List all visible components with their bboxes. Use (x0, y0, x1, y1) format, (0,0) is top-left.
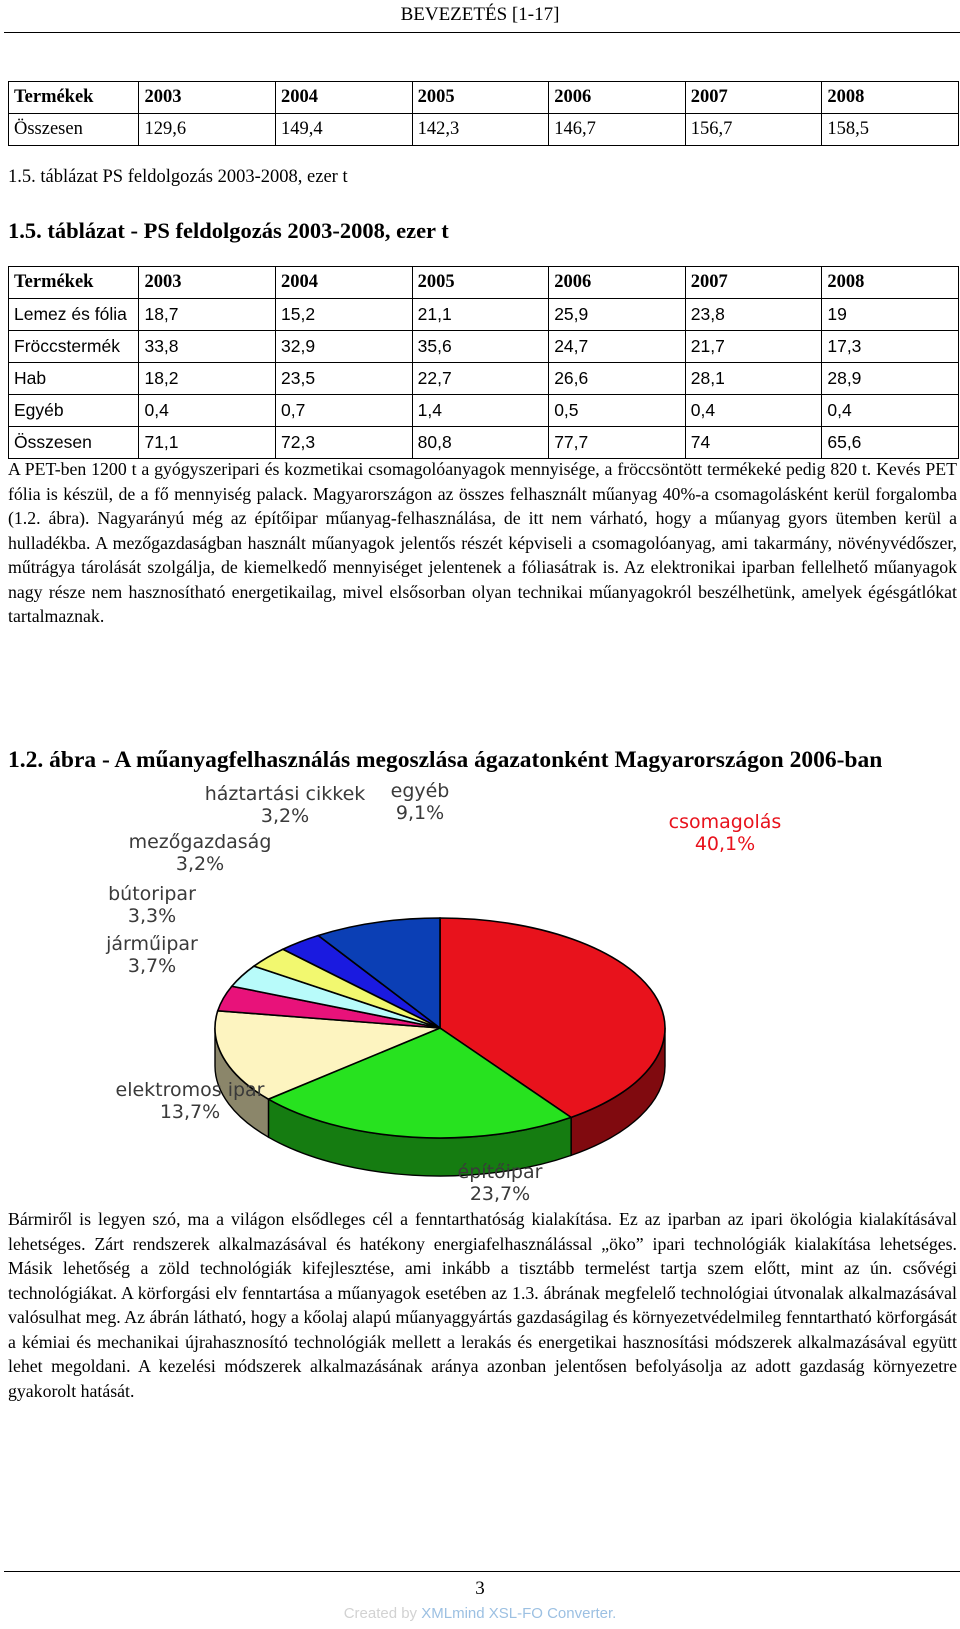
table-ps-processing (8, 266, 959, 459)
table-cell: 142,3 (412, 114, 549, 146)
table-caption: 1.5. táblázat PS feldolgozás 2003-2008, ezer t (8, 167, 348, 187)
table-cell: 0,4 (822, 395, 959, 427)
table-cell: 35,6 (412, 331, 549, 363)
table-header-row (9, 82, 959, 114)
row-label-cell: Hab (9, 363, 139, 395)
header-rule (4, 32, 960, 33)
credit-brand: XMLmind XSL-FO Converter. (421, 1605, 617, 1622)
table-cell: 17,3 (822, 331, 959, 363)
table-cell: 149,4 (276, 114, 413, 146)
table-cell: 158,5 (822, 114, 959, 146)
pie-label: csomagolás (668, 811, 782, 833)
table-cell: 65,6 (822, 427, 959, 459)
table-cell: 77,7 (549, 427, 686, 459)
table-cell: 2003 (139, 82, 276, 114)
pie-label: építőipar (457, 1161, 543, 1183)
row-label-cell: Összesen (9, 427, 139, 459)
table-cell: 2004 (276, 267, 413, 299)
table-cell: 2006 (549, 82, 686, 114)
row-label-cell: Termékek (9, 82, 139, 114)
pie-value-label: 3,2% (260, 805, 310, 827)
footer-rule (4, 1571, 960, 1572)
table-cell: 2007 (685, 267, 822, 299)
table-cell: 2007 (685, 82, 822, 114)
table-row (9, 299, 959, 331)
table-cell: 80,8 (412, 427, 549, 459)
table-cell: 2003 (139, 267, 276, 299)
table-cell: 0,5 (549, 395, 686, 427)
pie-value-label: 23,7% (469, 1183, 531, 1205)
pie-label: járműipar (106, 933, 198, 955)
pie-label: mezőgazdaság (128, 831, 272, 853)
table-cell: 0,4 (685, 395, 822, 427)
body-paragraph: Bármiről is legyen szó, ma a világon elsődleges cél a fenntarthatóság kialakítása. Ez az iparban az ipari ökológia kialakításával lehetséges. Zárt rendszerek alkalmazásával és hatékony energiafelhasználással „öko” ipari technológiák kialakítása lehetséges. Másik lehetőség a zöld technológiák kifejlesztése, ami inkább a tisztább termelést tartja szem előtt, mint az ún. csővégi technológiákat. A körforgási elv fenntartása a műanyagok esetében az 1.3. ábrának megfelelő technológiai útvonalak alkalmazásával valósulhat meg. Az ábrán látható, hogy a kőolaj alapú műanyaggyártás gazdaságilag és környezetvédelmileg fenntartható körforgását a kémiai és mechanikai újrahasznosító technológiák mellett a lerakás és energetikai hasznosítási módszerek alkalmazásával együtt lehet megoldani. A kezelési módszerek alkalmazásának aránya azonban jelentősen befolyásolja az adott gazdaság környezetre gyakorolt hatását. (8, 1209, 957, 1401)
table-row (9, 331, 959, 363)
table-cell: 1,4 (412, 395, 549, 427)
pie-value-label: 9,1% (395, 802, 445, 824)
table-row (9, 363, 959, 395)
pie-value-label: 3,2% (175, 853, 225, 875)
table-cell: 24,7 (549, 331, 686, 363)
table-cell: 2008 (822, 82, 959, 114)
pie-label: háztartási cikkek (204, 783, 366, 805)
pie-value-label: 3,3% (127, 905, 177, 927)
table-cell: 28,1 (685, 363, 822, 395)
row-label-cell: Fröccstermék (9, 331, 139, 363)
table-cell: 71,1 (139, 427, 276, 459)
table-cell: 32,9 (276, 331, 413, 363)
pie-label: elektromos ipar (115, 1079, 265, 1101)
table-row (9, 427, 959, 459)
table-cell: 156,7 (685, 114, 822, 146)
table-cell: 26,6 (549, 363, 686, 395)
table-row (9, 395, 959, 427)
table-cell: 25,9 (549, 299, 686, 331)
table-cell: 21,7 (685, 331, 822, 363)
table-cell: 18,2 (139, 363, 276, 395)
table-cell: 23,5 (276, 363, 413, 395)
table-cell: 15,2 (276, 299, 413, 331)
credit-prefix: Created by (343, 1605, 422, 1622)
table-cell: 2005 (412, 267, 549, 299)
table-cell: 146,7 (549, 114, 686, 146)
pie-label: egyéb (390, 780, 450, 802)
pie-value-label: 13,7% (159, 1101, 221, 1123)
table-cell: 2005 (412, 82, 549, 114)
table-cell: 19 (822, 299, 959, 331)
table-cell: 23,8 (685, 299, 822, 331)
table-cell: 2004 (276, 82, 413, 114)
table-cell: 72,3 (276, 427, 413, 459)
table-cell: 18,7 (139, 299, 276, 331)
converter-credit (0, 1605, 960, 1622)
table-ps-total (8, 81, 959, 146)
table-cell: 28,9 (822, 363, 959, 395)
table-title: 1.5. táblázat - PS feldolgozás 2003-2008, ezer t (8, 218, 449, 243)
table-row (9, 114, 959, 146)
table-cell: 74 (685, 427, 822, 459)
running-header: BEVEZETÉS [1-17] (400, 4, 560, 25)
pie-value-label: 40,1% (694, 833, 756, 855)
table-cell: 21,1 (412, 299, 549, 331)
table-cell: 0,4 (139, 395, 276, 427)
row-label-cell: Termékek (9, 267, 139, 299)
pie-value-label: 3,7% (127, 955, 177, 977)
page-number: 3 (475, 1578, 485, 1599)
row-label-cell: Egyéb (9, 395, 139, 427)
table-cell: 22,7 (412, 363, 549, 395)
table-header-row (9, 267, 959, 299)
table-cell: 0,7 (276, 395, 413, 427)
figure-title: 1.2. ábra - A műanyagfelhasználás megoszlása ágazatonként Magyarországon 2006-ban (8, 747, 883, 773)
row-label-cell: Összesen (9, 114, 139, 146)
table-cell: 2006 (549, 267, 686, 299)
row-label-cell: Lemez és fólia (9, 299, 139, 331)
table-cell: 2008 (822, 267, 959, 299)
pie-chart (80, 780, 860, 1220)
pie-label: bútoripar (108, 883, 196, 905)
body-paragraph: A PET-ben 1200 t a gyógyszeripari és kozmetikai csomagolóanyagok mennyisége, a fröccsöntött termékeké pedig 820 t. Kevés PET fólia is készül, de a fő mennyiség palack. Magyarországon az összes felhasznált műanyag 40%-a csomagolásként kerül forgalomba (1.2. ábra). Nagyarányú még az építőipar műanyag-felhasználása, de itt nem várható, hogy a műanyag gyors ütemben kerül a hulladékba. A mezőgazdaságban használt műanyagok jelentős részét képviseli a csomagolóanyag, ami takarmány, növényvédőszer, műtrágya tárolását szolgálja, de kiemelkedő mennyiséget jelentenek a fóliasátrak is. Az elektronikai iparban fellelhető műanyagok nagy része nem hasznosítható energetikailag, mivel elsősorban olyan technikai műanyagokról beszélhetünk, amelyek égésgátlókat tartalmaznak. (8, 459, 957, 626)
table-cell: 33,8 (139, 331, 276, 363)
table-cell: 129,6 (139, 114, 276, 146)
